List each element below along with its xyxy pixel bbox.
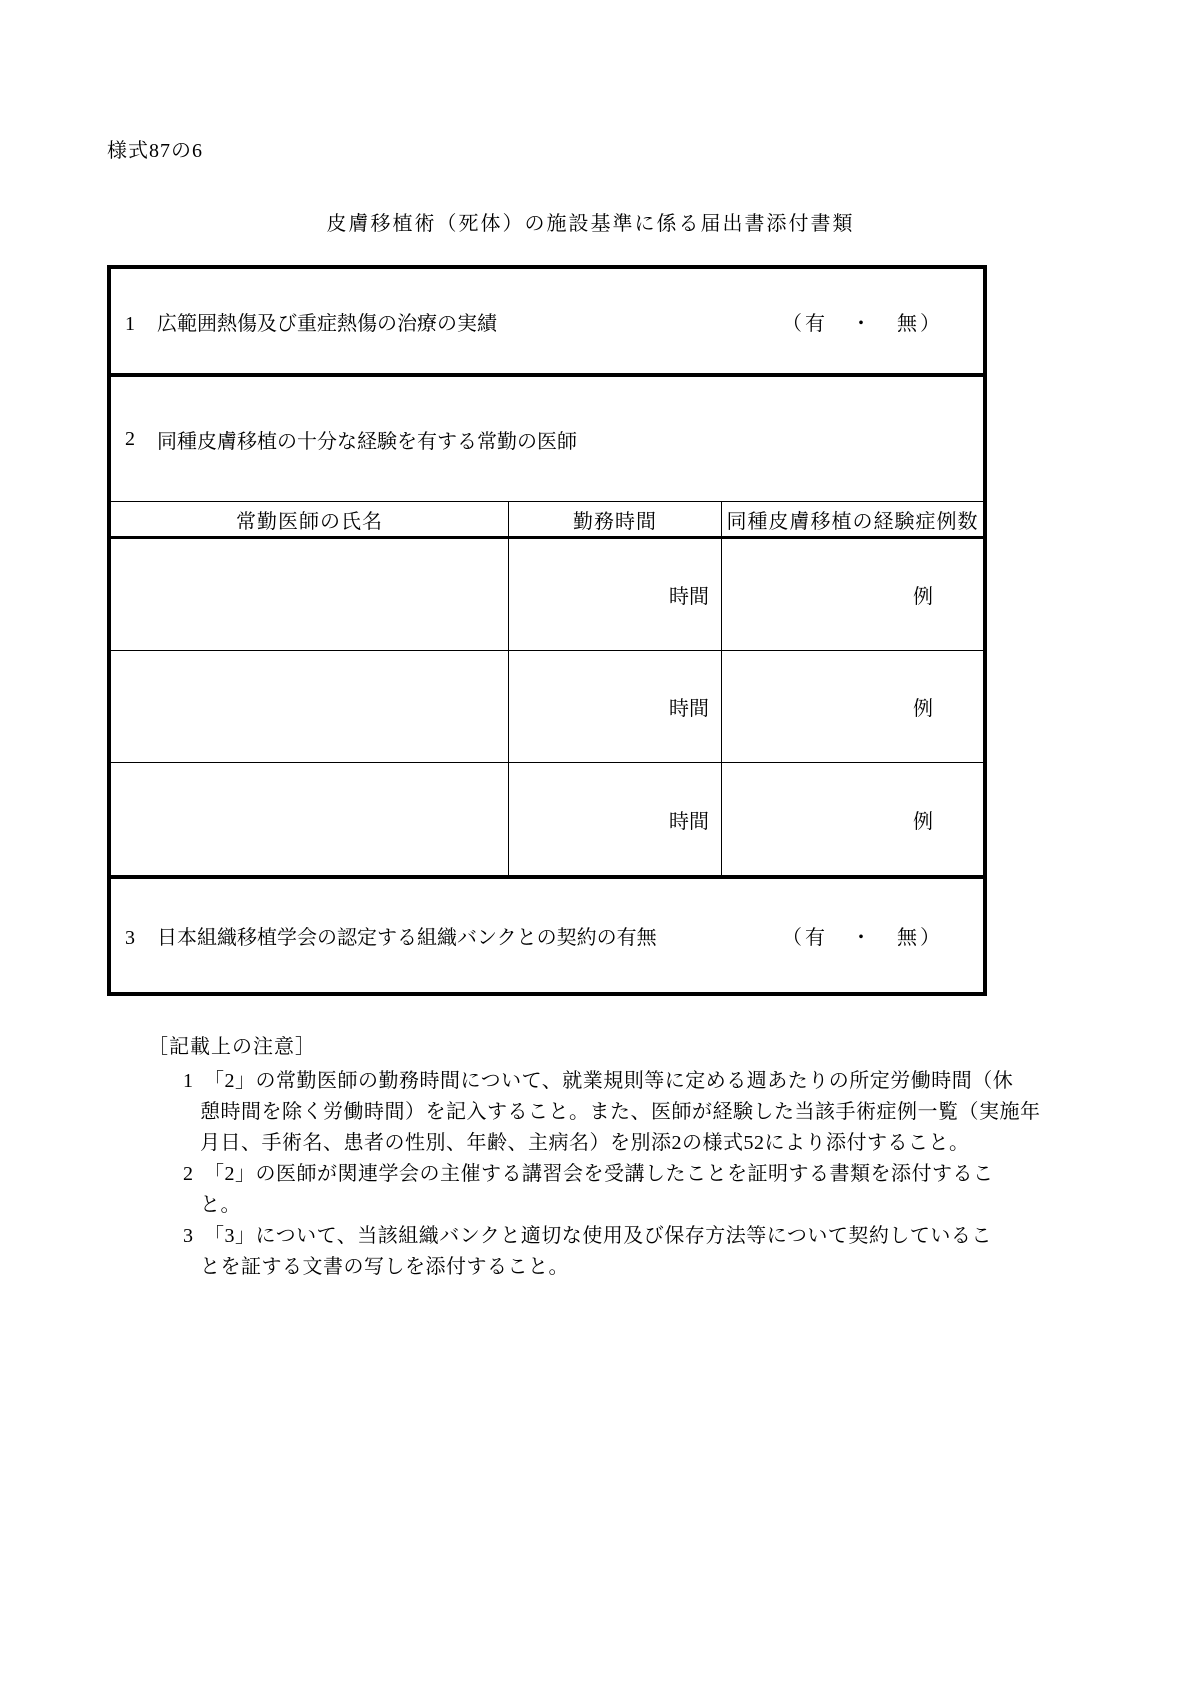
notes-heading: ［記載上の注意］ — [148, 1036, 316, 1058]
note-1-line-1: 1 「2」の常勤医師の勤務時間について、就業規則等に定める週あたりの所定労働時間（休 — [183, 1070, 1014, 1092]
note-1-line-3: 月日、手術名、患者の性別、年齢、主病名）を別添2の様式52により添付すること。 — [200, 1132, 970, 1154]
header-doctor-name: 常勤医師の氏名 — [111, 502, 509, 536]
hours-unit-label: 時間 — [669, 586, 709, 608]
row2-number: 2 — [125, 427, 135, 450]
cases-unit-label: 例 — [913, 586, 933, 608]
note-3-line-1: 3 「3」について、当該組織バンクと適切な使用及び保存方法等について契約しているこ — [183, 1225, 992, 1247]
row1-label: 広範囲熱傷及び重症熱傷の治療の実績 — [157, 312, 497, 335]
header-case-count: 同種皮膚移植の経験症例数 — [726, 510, 979, 533]
notes-section — [0, 1030, 1181, 1283]
doctor-row-3 — [111, 763, 983, 875]
table-row-doctors-heading — [111, 377, 983, 501]
note-2-line-1: 2 「2」の医師が関連学会の主催する講習会を受講したことを証明する書類を添付するこ — [183, 1163, 994, 1185]
working-hours-cell — [509, 539, 722, 650]
hours-unit-label: 時間 — [669, 810, 709, 833]
doctor-name-cell — [111, 651, 509, 762]
doctor-name-cell — [111, 539, 509, 650]
cases-unit-label: 例 — [913, 810, 933, 833]
row1-number: 1 — [125, 312, 135, 335]
row3-label: 日本組織移植学会の認定する組織バンクとの契約の有無 — [157, 927, 657, 949]
form-number: 様式87の6 — [107, 140, 203, 162]
case-count-cell — [722, 651, 983, 762]
subtable-header-row — [111, 502, 983, 539]
row1-yes-no-options: （有 ・ 無） — [782, 312, 943, 335]
working-hours-cell — [509, 651, 722, 762]
doctor-row-1 — [111, 539, 983, 651]
table-row-burn-treatment — [111, 269, 983, 377]
note-3-line-2: とを証する文書の写しを添付すること。 — [200, 1256, 569, 1278]
row1-text — [125, 307, 497, 336]
case-count-cell — [722, 539, 983, 650]
case-count-cell — [722, 763, 983, 875]
doctors-subtable — [111, 501, 983, 879]
cases-unit-label: 例 — [913, 698, 933, 720]
table-row-tissue-bank — [111, 879, 983, 992]
criteria-table — [107, 265, 987, 996]
row3-number: 3 — [125, 927, 135, 949]
doctor-row-2 — [111, 651, 983, 763]
note-2-line-2: と。 — [200, 1194, 241, 1216]
header-working-hours: 勤務時間 — [509, 502, 722, 536]
working-hours-cell — [509, 763, 722, 875]
row2-label: 同種皮膚移植の十分な経験を有する常勤の医師 — [157, 430, 577, 453]
row3-yes-no-options: （有 ・ 無） — [782, 927, 943, 949]
doctor-name-cell — [111, 763, 509, 875]
hours-unit-label: 時間 — [669, 698, 709, 720]
document-title: 皮膚移植術（死体）の施設基準に係る届出書添付書類 — [326, 213, 855, 235]
note-1-line-2: 憩時間を除く労働時間）を記入すること。また、医師が経験した当該手術症例一覧（実施年 — [200, 1101, 1041, 1123]
row3-text — [125, 921, 657, 950]
